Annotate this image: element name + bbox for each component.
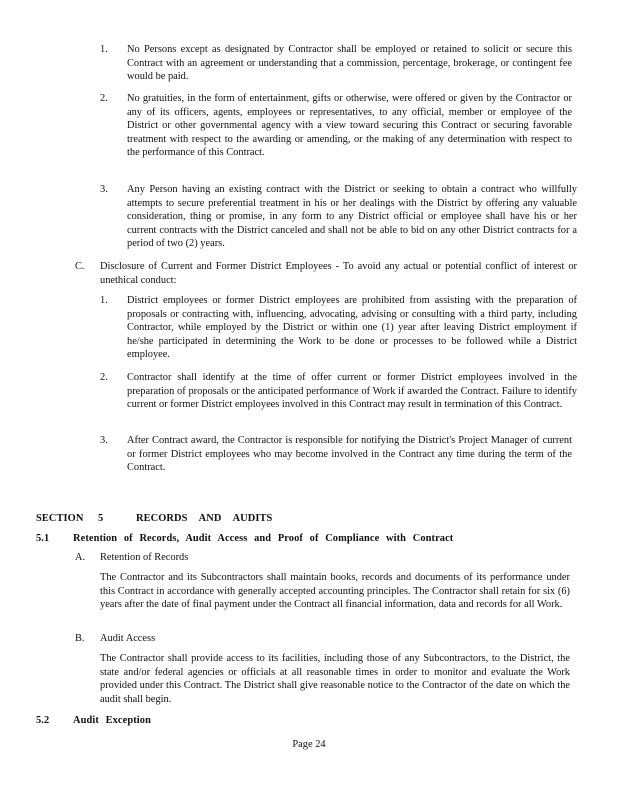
list-item-text: No Persons except as designated by Contractor shall be employed or retained to solicit or secure this Contract with an agreement or understanding that a commission, percentage, brokerage, or contingent fee would be paid.	[127, 44, 572, 83]
sub-letter: B.	[75, 633, 85, 644]
page-number: Page 24	[292, 739, 326, 750]
list-number: 2.	[100, 372, 108, 383]
list-item-text: After Contract award, the Contractor is responsible for notifying the District's Project Manager of current or former District employees who may become involved in the Contract any time during the term of the Contract.	[127, 435, 572, 474]
section-title: RECORDS AND AUDITS	[136, 513, 273, 524]
list-number: 2.	[100, 93, 108, 104]
sub-letter: A.	[75, 552, 86, 563]
section-number: 5	[98, 513, 104, 524]
list-number: 1.	[100, 44, 108, 55]
list-number: 3.	[100, 435, 108, 446]
subsection-title: Audit Exception	[73, 715, 151, 726]
section-label: SECTION	[36, 513, 84, 524]
list-item-text: No gratuities, in the form of entertainment, gifts or otherwise, were offered or given by the Contractor or any of its officers, agents, employees or representatives, to any official, member or employee of the District or other governmental agency with a view toward securing this Contract or securing favorable treatment with respect to the awarding or amending, or the making of any determination with respect to the performance of this Contract.	[127, 93, 572, 159]
list-number: 3.	[100, 184, 108, 195]
subsection-number: 5.2	[36, 715, 50, 726]
list-item-text: Contractor shall identify at the time of offer current or former District employees involved in the preparation of proposals or the anticipated performance of Work if awarded the Contract. Failure to identify current or former District employees involved in this Contract may result in termination of this Contract.	[127, 372, 577, 411]
list-item-text: District employees or former District employees are prohibited from assisting with the preparation of proposals or contracting with, influencing, advocating, advising or consulting with a third party, including Contractor, while employed by the District or within one (1) year after leaving District employment if he/she participated in determining the Work to be done or processes to be followed while a District employee.	[127, 295, 577, 361]
sub-title: Retention of Records	[100, 552, 189, 563]
sub-text: The Contractor and its Subcontractors shall maintain books, records and documents of its performance under this Contract in accordance with generally accepted accounting principles. The Contractor shall retain for six (6) years after the date of final payment under the Contract all financial information, data and records for all Work.	[100, 572, 570, 611]
subsection-number: 5.1	[36, 533, 50, 544]
section-letter: C.	[75, 261, 85, 272]
sub-title: Audit Access	[100, 633, 156, 644]
list-number: 1.	[100, 295, 108, 306]
list-item-text: Any Person having an existing contract with the District or seeking to obtain a contract who willfully attempts to secure preferential treatment in his or her dealings with the District by offering any valuable consideration, thing or promise, in any form to any District official or employee shall have his or her current contracts with the District canceled and shall not be able to bid on any other District contracts for a period of two (2) years.	[127, 184, 577, 250]
subsection-title: Retention of Records, Audit Access and Proof of Compliance with Contract	[73, 533, 454, 544]
sub-text: The Contractor shall provide access to its facilities, including those of any Subcontractors, to the District, the state and/or federal agencies or officials at all reasonable times in order to monitor and evaluate the Work provided under this Contract. The District shall give reasonable notice to the Contractor of the date on which the audit shall begin.	[100, 653, 570, 705]
section-c-text: Disclosure of Current and Former District Employees - To avoid any actual or potential conflict of interest or unethical conduct:	[100, 261, 577, 286]
